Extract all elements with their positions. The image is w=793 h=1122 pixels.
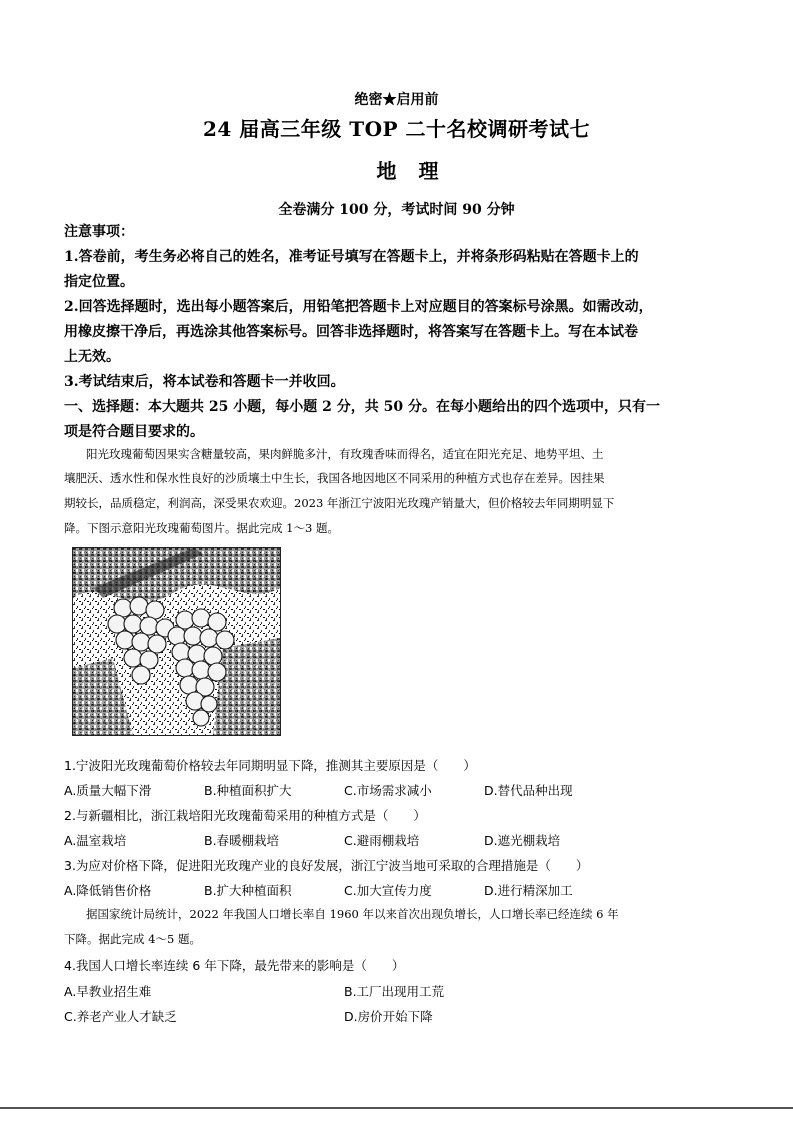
note-2-line-2: 用橡皮擦干净后，再选涂其他答案标号。回答非选择题时，将答案写在答题卡上。写在本试卷 [64, 324, 638, 340]
question-2-option-a[interactable]: A.温室栽培 [64, 833, 127, 848]
question-3-option-d[interactable]: D.进行精深加工 [484, 883, 573, 898]
question-3-option-b[interactable]: B.扩大种植面积 [204, 883, 292, 898]
passage1-line-2: 壤肥沃、透水性和保水性良好的沙质壤土中生长，我国各地因地区不同采用的种植方式也存在差异。因挂果 [64, 471, 605, 485]
note-3-line-1: 3.考试结束后，将本试卷和答题卡一并收回。 [64, 374, 345, 390]
question-1-option-a[interactable]: A.质量大幅下滑 [64, 783, 152, 798]
question-1-option-c[interactable]: C.市场需求减小 [344, 783, 432, 798]
subject-title: 地理 [376, 159, 461, 183]
question-4-option-a[interactable]: A.早教业招生难 [64, 984, 152, 999]
note-2-line-3: 上无效。 [64, 349, 120, 365]
section1-line-1: 一、选择题：本大题共 25 小题，每小题 2 分，共 50 分。在每小题给出的四个选项中，只有一 [64, 399, 660, 415]
question-3-stem: 3.为应对价格下降，促进阳光玫瑰产业的良好发展，浙江宁波当地可采取的合理措施是（ ） [64, 858, 589, 873]
question-1-option-b[interactable]: B.种植面积扩大 [204, 783, 292, 798]
note-1-line-2: 指定位置。 [64, 274, 134, 290]
question-4-option-d[interactable]: D.房价开始下降 [344, 1009, 433, 1024]
note-1-line-1: 1.答卷前，考生务必将自己的姓名，准考证号填写在答题卡上，并将条形码粘贴在答题卡上的 [64, 249, 639, 265]
section1-line-2: 项是符合题目要求的。 [64, 424, 204, 440]
grape-photo [72, 547, 281, 736]
passage1-line-1: 阳光玫瑰葡萄因果实含糖量较高，果肉鲜脆多汁，有玫瑰香味而得名，适宜在阳光充足、地势平坦、土 [86, 447, 604, 461]
question-1-option-d[interactable]: D.替代品种出现 [484, 783, 573, 798]
question-2-option-d[interactable]: D.遮光棚栽培 [484, 833, 561, 848]
passage1-line-4: 降。下图示意阳光玫瑰葡萄图片。据此完成 1～3 题。 [64, 521, 339, 535]
question-4-option-c[interactable]: C.养老产业人才缺乏 [64, 1009, 177, 1024]
question-4-option-b[interactable]: B.工厂出现用工荒 [344, 984, 445, 999]
question-1-stem: 1.宁波阳光玫瑰葡萄价格较去年同期明显下降，推测其主要原因是（ ） [64, 758, 476, 773]
passage1-line-3: 期较长，品质稳定，利润高，深受果农欢迎。2023 年浙江宁波阳光玫瑰产销量大，但价格较去年同期明显下 [64, 496, 615, 510]
page-bottom-divider [0, 1107, 793, 1109]
question-4-stem: 4.我国人口增长率连续 6 年下降，最先带来的影响是（ ） [64, 958, 405, 973]
passage2-line-1: 据国家统计局统计，2022 年我国人口增长率自 1960 年以来首次出现负增长，人口增长率已经连续 6 年 [86, 907, 619, 921]
secret-label: 绝密★启用前 [354, 92, 439, 108]
score-line: 全卷满分 100 分，考试时间 90 分钟 [278, 202, 515, 218]
note-2-line-1: 2.回答选择题时，选出每小题答案后，用铅笔把答题卡上对应题目的答案标号涂黑。如需改动， [64, 299, 653, 315]
exam-title: 24 届高三年级 TOP 二十名校调研考试七 [202, 117, 591, 141]
question-3-option-c[interactable]: C.加大宣传力度 [344, 883, 432, 898]
notes-heading: 注意事项： [64, 224, 134, 240]
question-3-option-a[interactable]: A.降低销售价格 [64, 883, 152, 898]
question-2-option-b[interactable]: B.春暖棚栽培 [204, 833, 280, 848]
question-2-stem: 2.与新疆相比，浙江栽培阳光玫瑰葡萄采用的种植方式是（ ） [64, 808, 426, 823]
passage2-line-2: 下降。据此完成 4～5 题。 [64, 932, 201, 946]
question-2-option-c[interactable]: C.避雨棚栽培 [344, 833, 420, 848]
